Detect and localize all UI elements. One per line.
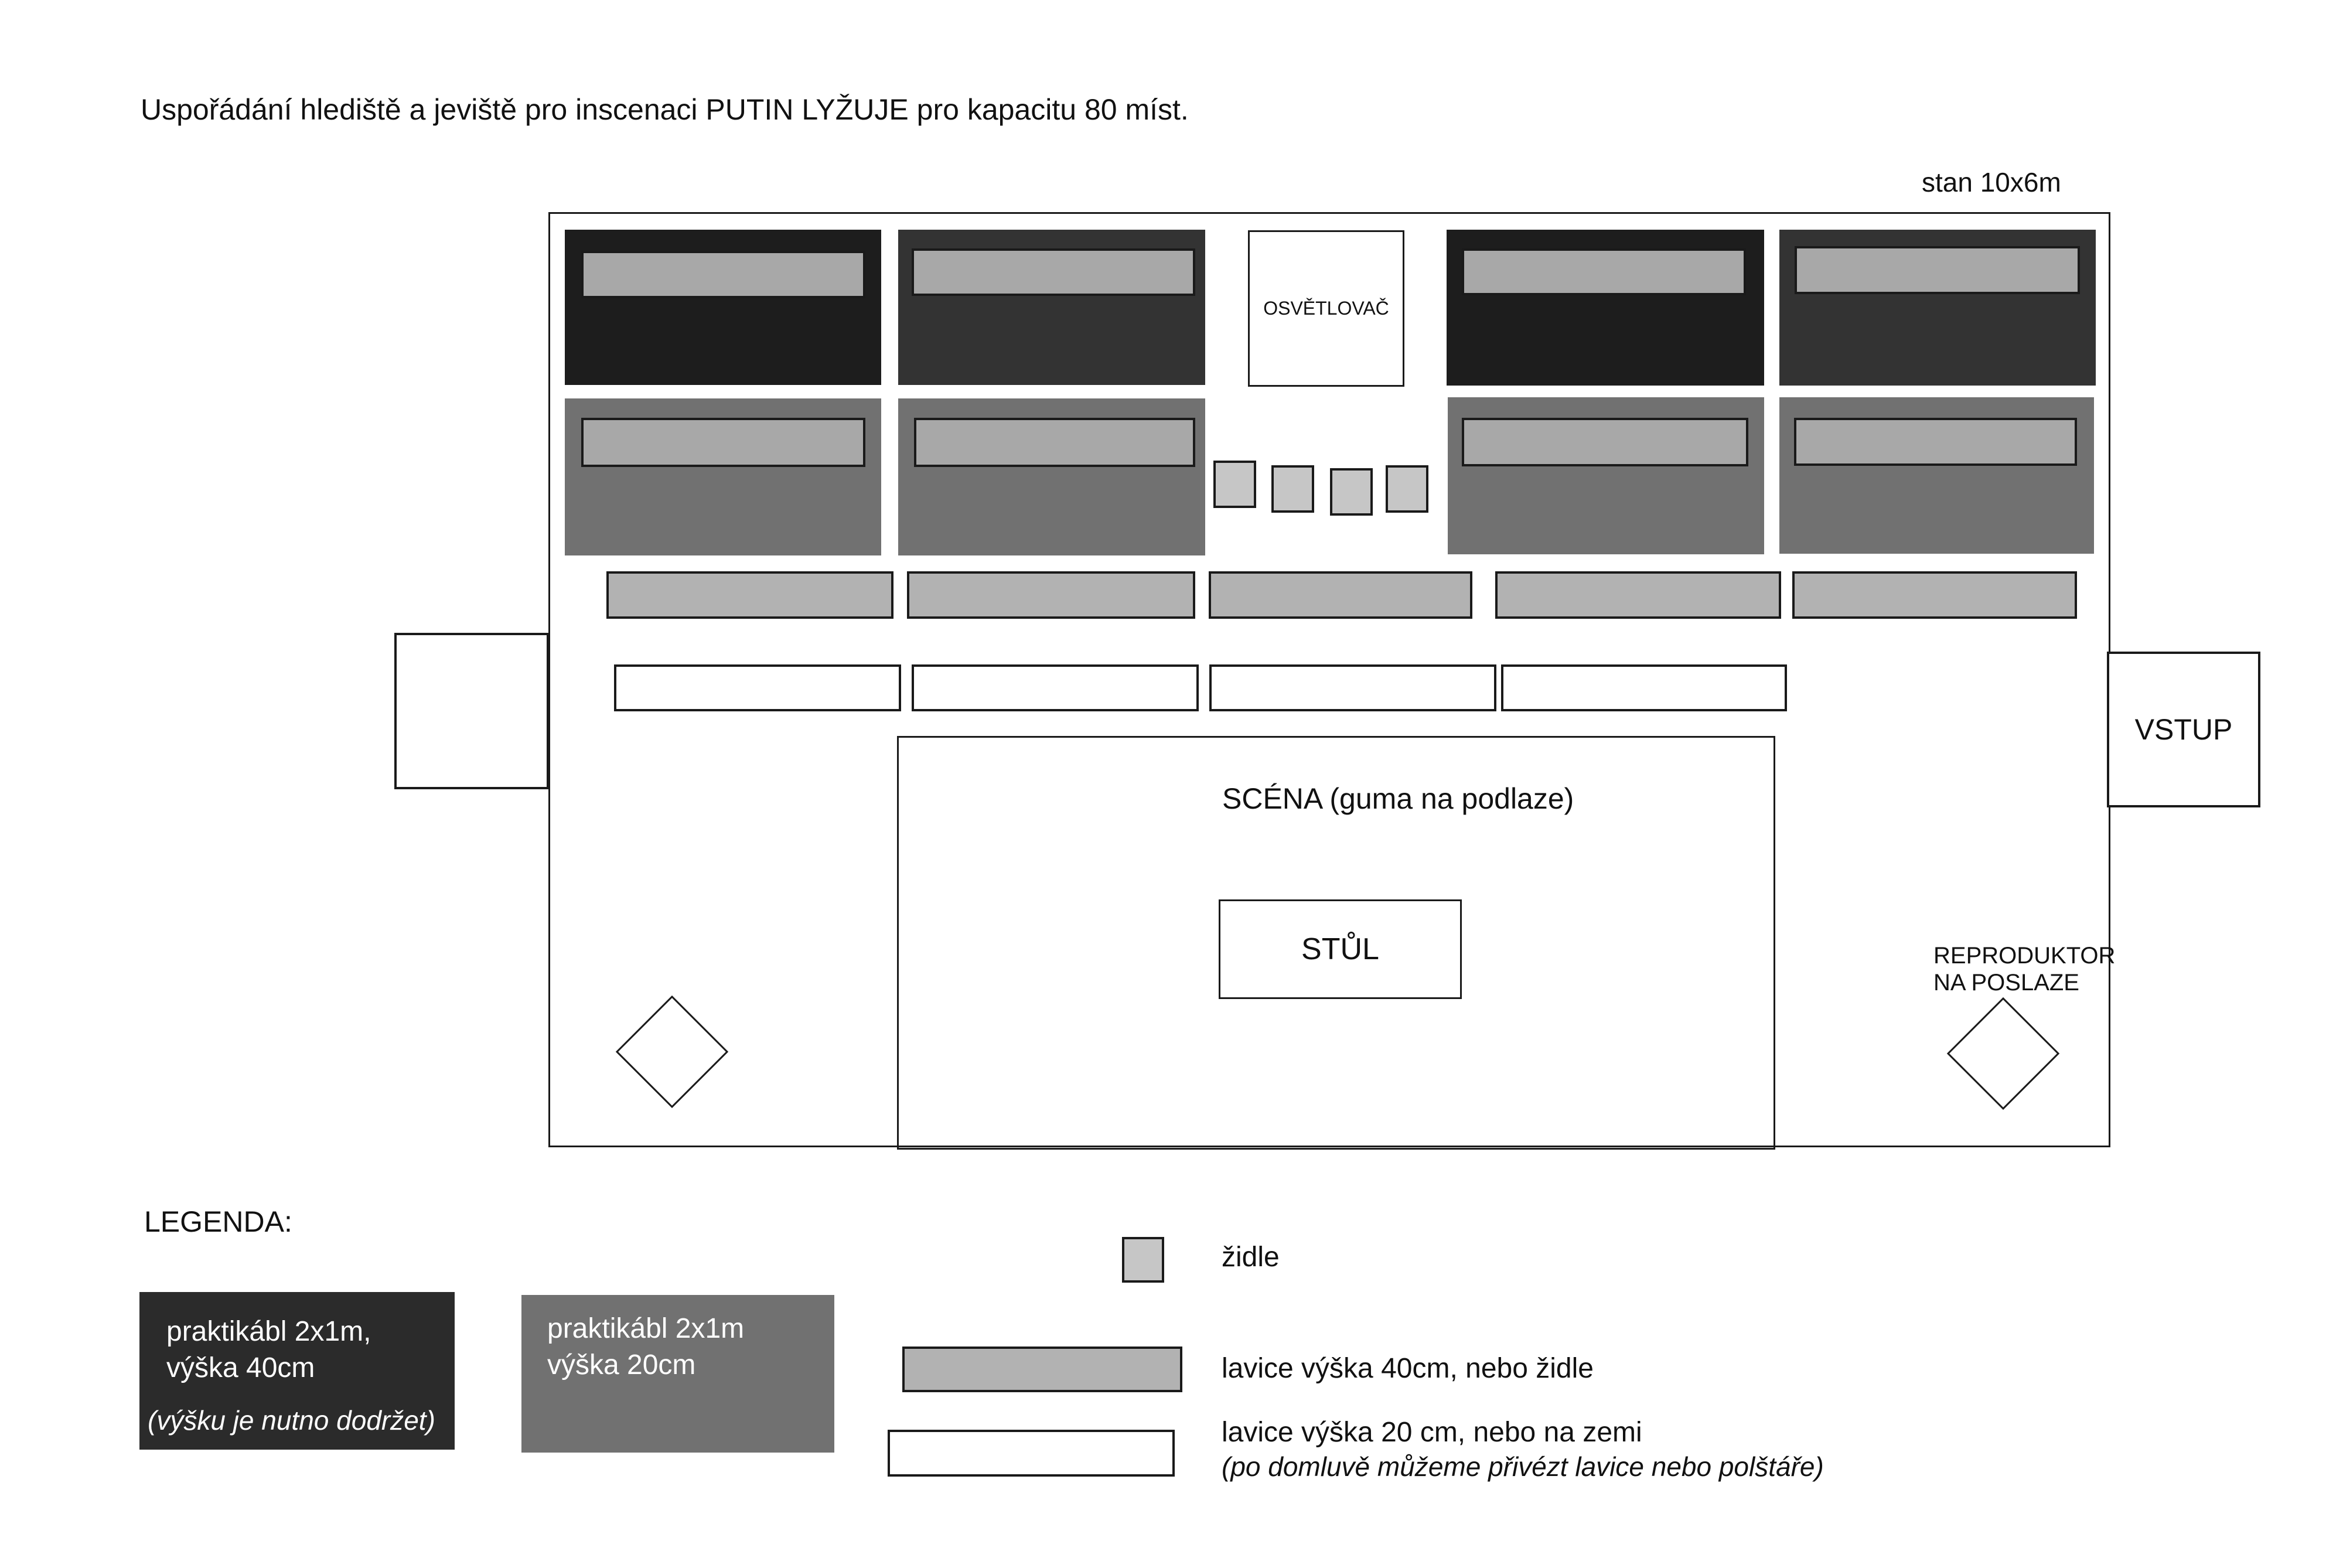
speaker-note-line1: REPRODUKTOR [1933,943,2116,969]
legend-bench20-label: lavice výška 20 cm, nebo na zemi [1222,1417,1642,1448]
legend-praktikabl40-note: (výšku je nutno dodržet) [148,1405,435,1436]
legend-bench20-note: (po domluvě můžeme přivézt lavice nebo polštáře) [1222,1451,1824,1482]
chair [1330,468,1373,516]
table-label: STŮL [1301,932,1379,966]
bench-20 [1501,664,1787,711]
side-opening-box [394,633,549,789]
praktikabl-20-pad [914,418,1195,467]
bench-20 [614,664,901,711]
legend-chair-label: židle [1222,1242,1280,1273]
chair [1386,465,1428,513]
praktikabl-20-pad [1462,418,1748,466]
entrance-label: VSTUP [2134,713,2233,746]
speaker-note [1933,942,2115,996]
table-box [1219,899,1462,999]
legend-swatch-bench-20 [888,1430,1175,1477]
legend-heading: LEGENDA: [144,1205,292,1238]
praktikabl-20-pad [1794,418,2077,466]
speaker-note-line2: NA POSLAZE [1933,970,2079,996]
bench-40 [1209,571,1472,619]
bench-20 [1209,664,1496,711]
legend-praktikabl40-line2: výška 40cm [166,1352,315,1383]
praktikabl-40-pad [1795,246,2080,294]
legend-bench40-label: lavice výška 40cm, nebo židle [1222,1353,1594,1384]
legend-swatch-praktikabl-40 [139,1292,455,1450]
legend-swatch-praktikabl-20 [521,1295,834,1453]
legend-swatch-chair [1122,1237,1164,1283]
chair [1213,461,1256,508]
bench-40 [907,571,1195,619]
stage-area-label: SCÉNA (guma na podlaze) [1222,782,1574,815]
legend-swatch-bench-40 [902,1347,1182,1392]
lighting-booth-box [1248,230,1404,387]
legend-praktikabl20-line2: výška 20cm [547,1349,696,1380]
entrance-box [2107,652,2260,807]
praktikabl-20-pad [581,418,865,467]
page-title: Uspořádání hlediště a jeviště pro inscenaci PUTIN LYŽUJE pro kapacitu 80 míst. [141,93,1189,126]
legend-praktikabl40-line1: praktikábl 2x1m, [166,1316,371,1347]
bench-40 [606,571,893,619]
bench-40 [1495,571,1781,619]
legend-bench20-label-block [1222,1416,1824,1484]
tent-size-label: stan 10x6m [1922,167,2061,197]
praktikabl-40-pad [912,248,1195,296]
praktikabl-40-pad [1462,248,1746,295]
legend-praktikabl20-line1: praktikábl 2x1m [547,1313,745,1344]
bench-20 [912,664,1199,711]
bench-40 [1792,571,2077,619]
lighting-booth-label: OSVĚTLOVAČ [1263,298,1389,319]
chair [1271,465,1314,513]
praktikabl-40-pad [581,251,865,298]
